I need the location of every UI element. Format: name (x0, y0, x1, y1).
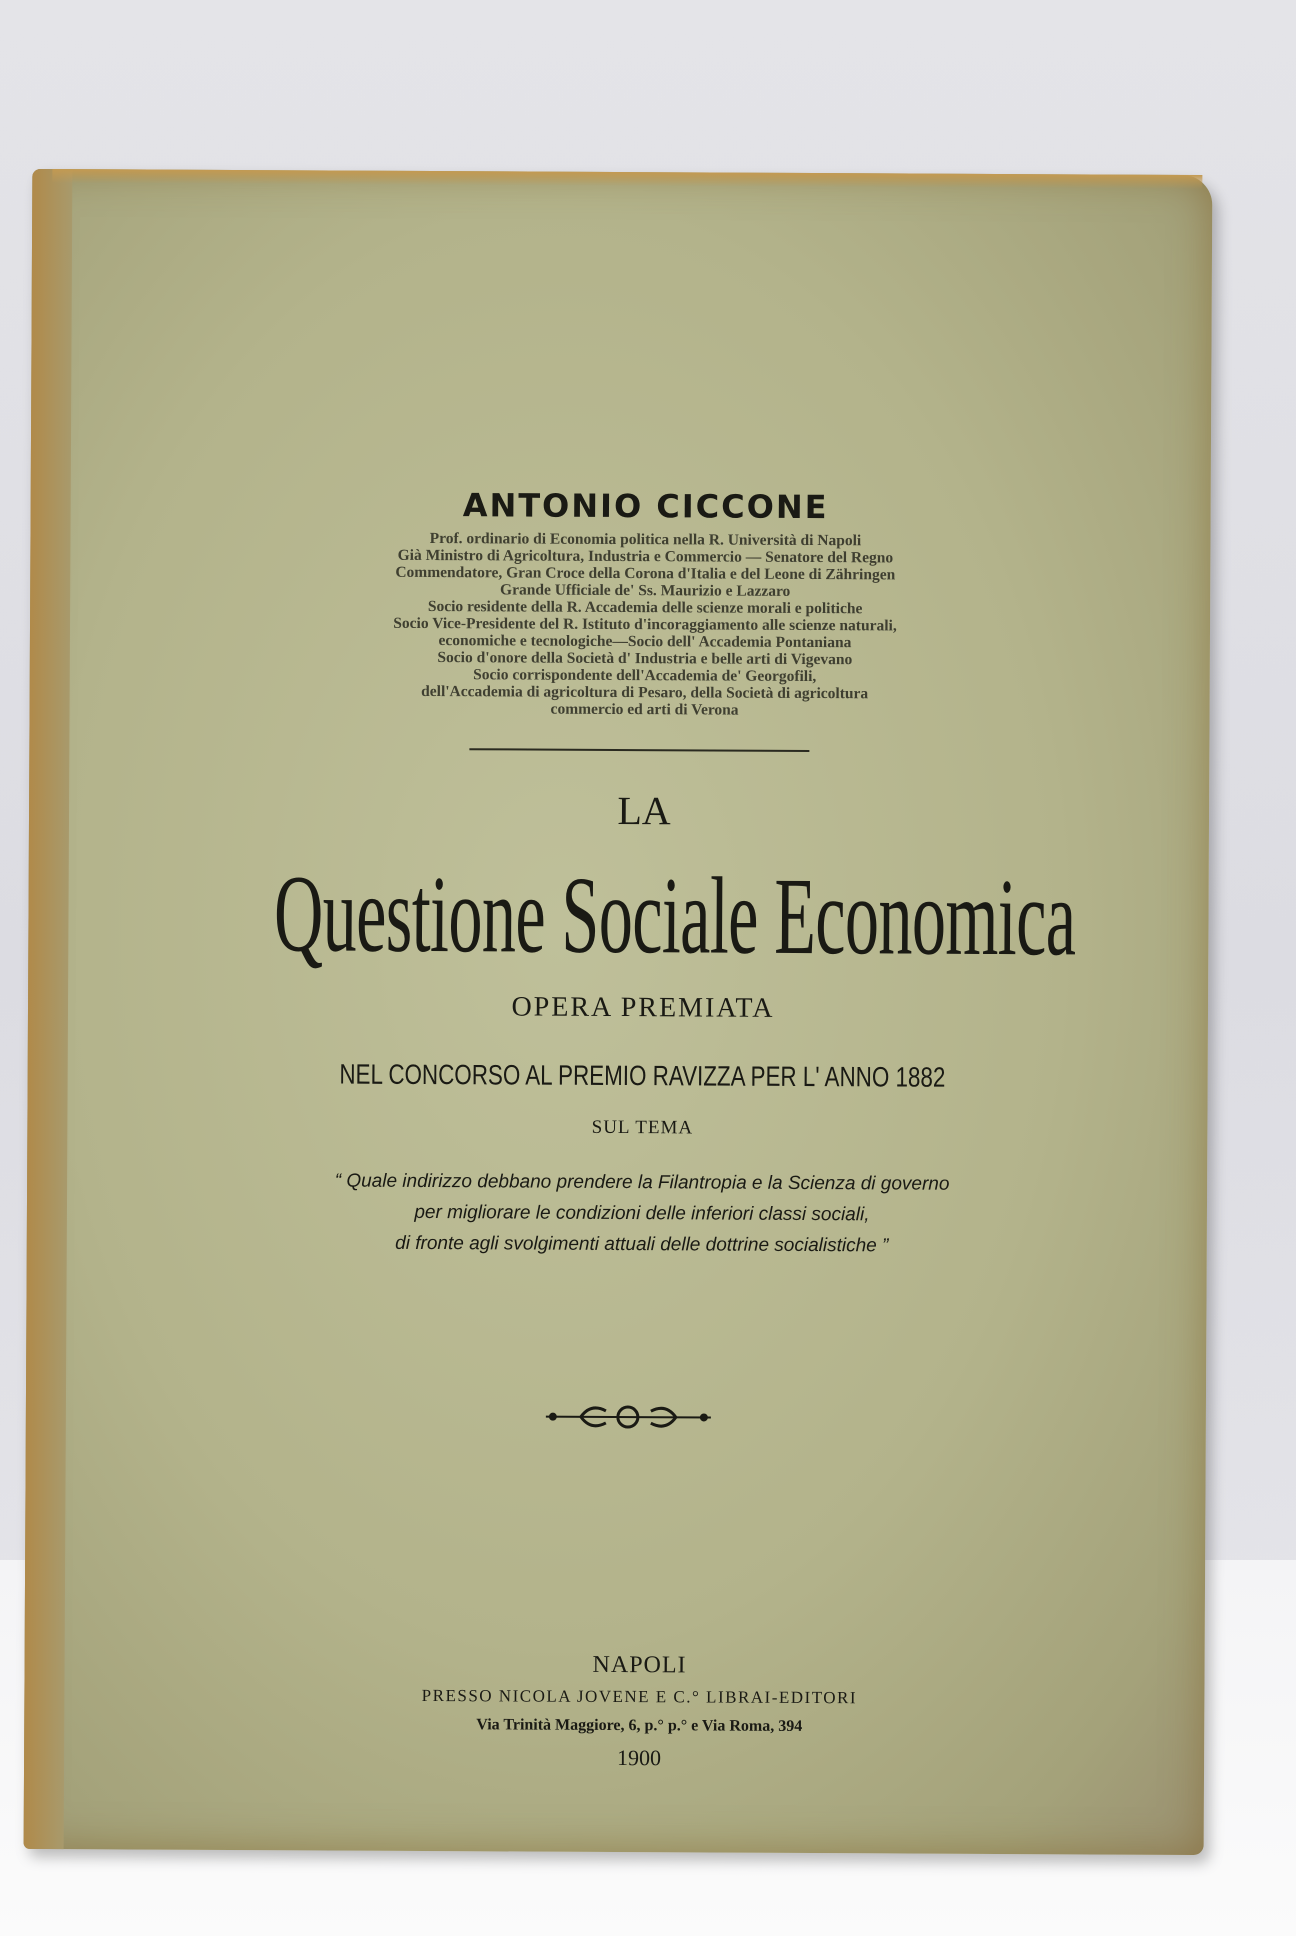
credential-line: Commendatore, Gran Croce della Corona d'Italia e del Leone di Zähringen (395, 563, 896, 584)
publisher-address: Via Trinità Maggiore, 6, p.° p.° e Via Roma, 394 (476, 1716, 803, 1735)
credential-line: Socio corrispondente dell'Accademia de' Georgofili, (473, 666, 817, 686)
theme-label: SUL TEMA (591, 1116, 694, 1139)
contest-line (28, 1057, 1258, 1095)
subtitle: OPERA PREMIATA (511, 991, 775, 1024)
credential-line: Già Ministro di Agricoltura, Industria e Commercio — Senatore del Regno (397, 546, 894, 567)
ornament-icon (541, 1397, 716, 1438)
credential-line: Grande Ufficiale de' Ss. Maurizio e Lazzaro (500, 581, 791, 600)
divider-rule (469, 748, 809, 752)
publisher: PRESSO NICOLA JOVENE E C.° LIBRAI-EDITORI (421, 1685, 858, 1708)
author-name: ANTONIO CICCONE (462, 486, 829, 527)
credential-line: dell'Accademia di agricoltura di Pesaro, della Società di agricoltura (421, 682, 869, 703)
book-title-text: Questione Sociale Economica (273, 852, 1076, 979)
publication-city: NAPOLI (592, 1651, 687, 1679)
title-article: LA (617, 787, 671, 834)
publication-year: 1900 (617, 1745, 662, 1771)
book-title (28, 849, 1259, 982)
credential-line: Socio d'onore della Società d' Industria e belle arti di Vigevano (437, 649, 853, 669)
credential-line: Socio Vice-Presidente del R. Istituto d'incoraggiamento alle scienze naturali, (393, 614, 897, 635)
book-cover (24, 169, 1213, 1855)
worn-top-edge (52, 169, 1202, 189)
theme-line: di fronte agli svolgimenti attuali delle dottrine socialistiche ” (395, 1232, 889, 1257)
contest-text: NEL CONCORSO AL PREMIO RAVIZZA PER L' ANNO 1882 (339, 1058, 946, 1093)
credential-line: Socio residente della R. Accademia delle scienze morali e politiche (427, 597, 863, 618)
credential-line: economiche e tecnologiche—Socio dell' Accademia Pontaniana (438, 632, 852, 652)
theme-line: “ Quale indirizzo debbano prendere la Filantropia e la Scienza di governo (334, 1170, 950, 1195)
credential-line: commercio ed arti di Verona (550, 700, 739, 719)
credential-line: Prof. ordinario di Economia politica nella R. Università di Napoli (429, 530, 862, 550)
theme-line: per migliorare le condizioni delle inferiori classi sociali, (414, 1201, 870, 1226)
